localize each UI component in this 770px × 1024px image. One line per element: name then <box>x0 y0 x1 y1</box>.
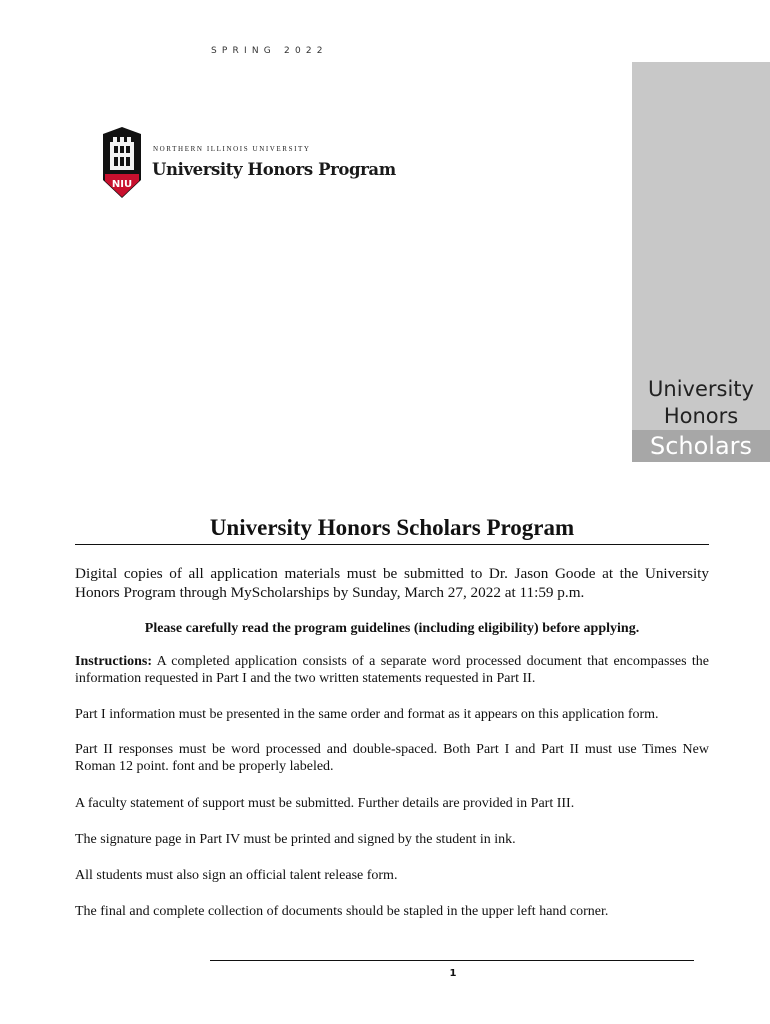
program-name: University Honors Program <box>152 160 396 179</box>
part1-paragraph: Part I information must be presented in the same order and format as it appears on this application form. <box>75 707 659 722</box>
title-divider <box>75 544 709 545</box>
season-label: SPRING 2022 <box>211 46 328 56</box>
guidelines-notice: Please carefully read the program guidelines (including eligibility) before applying. <box>144 621 640 636</box>
university-name: NORTHERN ILLINOIS UNIVERSITY <box>153 145 311 153</box>
staple-paragraph: The final and complete collection of documents should be stapled in the upper left hand corner. <box>75 904 609 919</box>
intro-paragraph: Digital copies of all application materials must be submitted to Dr. Jason Goode at the University Honors Program through MyScholarships by Sunday, March 27, 2022 at 11:59 p.m. <box>75 565 709 601</box>
release-paragraph: All students must also sign an official talent release form. <box>75 868 398 883</box>
sidebar-title <box>632 376 770 430</box>
sidebar-line-1: University <box>648 377 754 401</box>
shield-text: NIU <box>111 179 133 190</box>
faculty-paragraph: A faculty statement of support must be submitted. Further details are provided in Part III. <box>75 796 575 811</box>
sidebar-line-3: Scholars <box>632 430 770 462</box>
sidebar-line-2: Honors <box>663 404 739 428</box>
signature-paragraph: The signature page in Part IV must be printed and signed by the student in ink. <box>75 832 516 847</box>
instructions-label: Instructions: <box>75 654 153 669</box>
part2-paragraph: Part II responses must be word processed and double-spaced. Both Part I and Part II must use Times New Roman 12 point. font and be properly labeled. <box>75 742 709 774</box>
niu-shield-icon <box>101 126 143 200</box>
niu-logo <box>101 126 401 202</box>
instructions-text: A completed application consists of a separate word processed document that encompasses the information requested in Part I and the two written statements requested in Part II. <box>75 654 709 686</box>
document-title: University Honors Scholars Program <box>209 515 575 540</box>
instructions-paragraph <box>75 653 709 687</box>
page-number: 1 <box>449 968 457 979</box>
footer-divider <box>210 960 694 961</box>
